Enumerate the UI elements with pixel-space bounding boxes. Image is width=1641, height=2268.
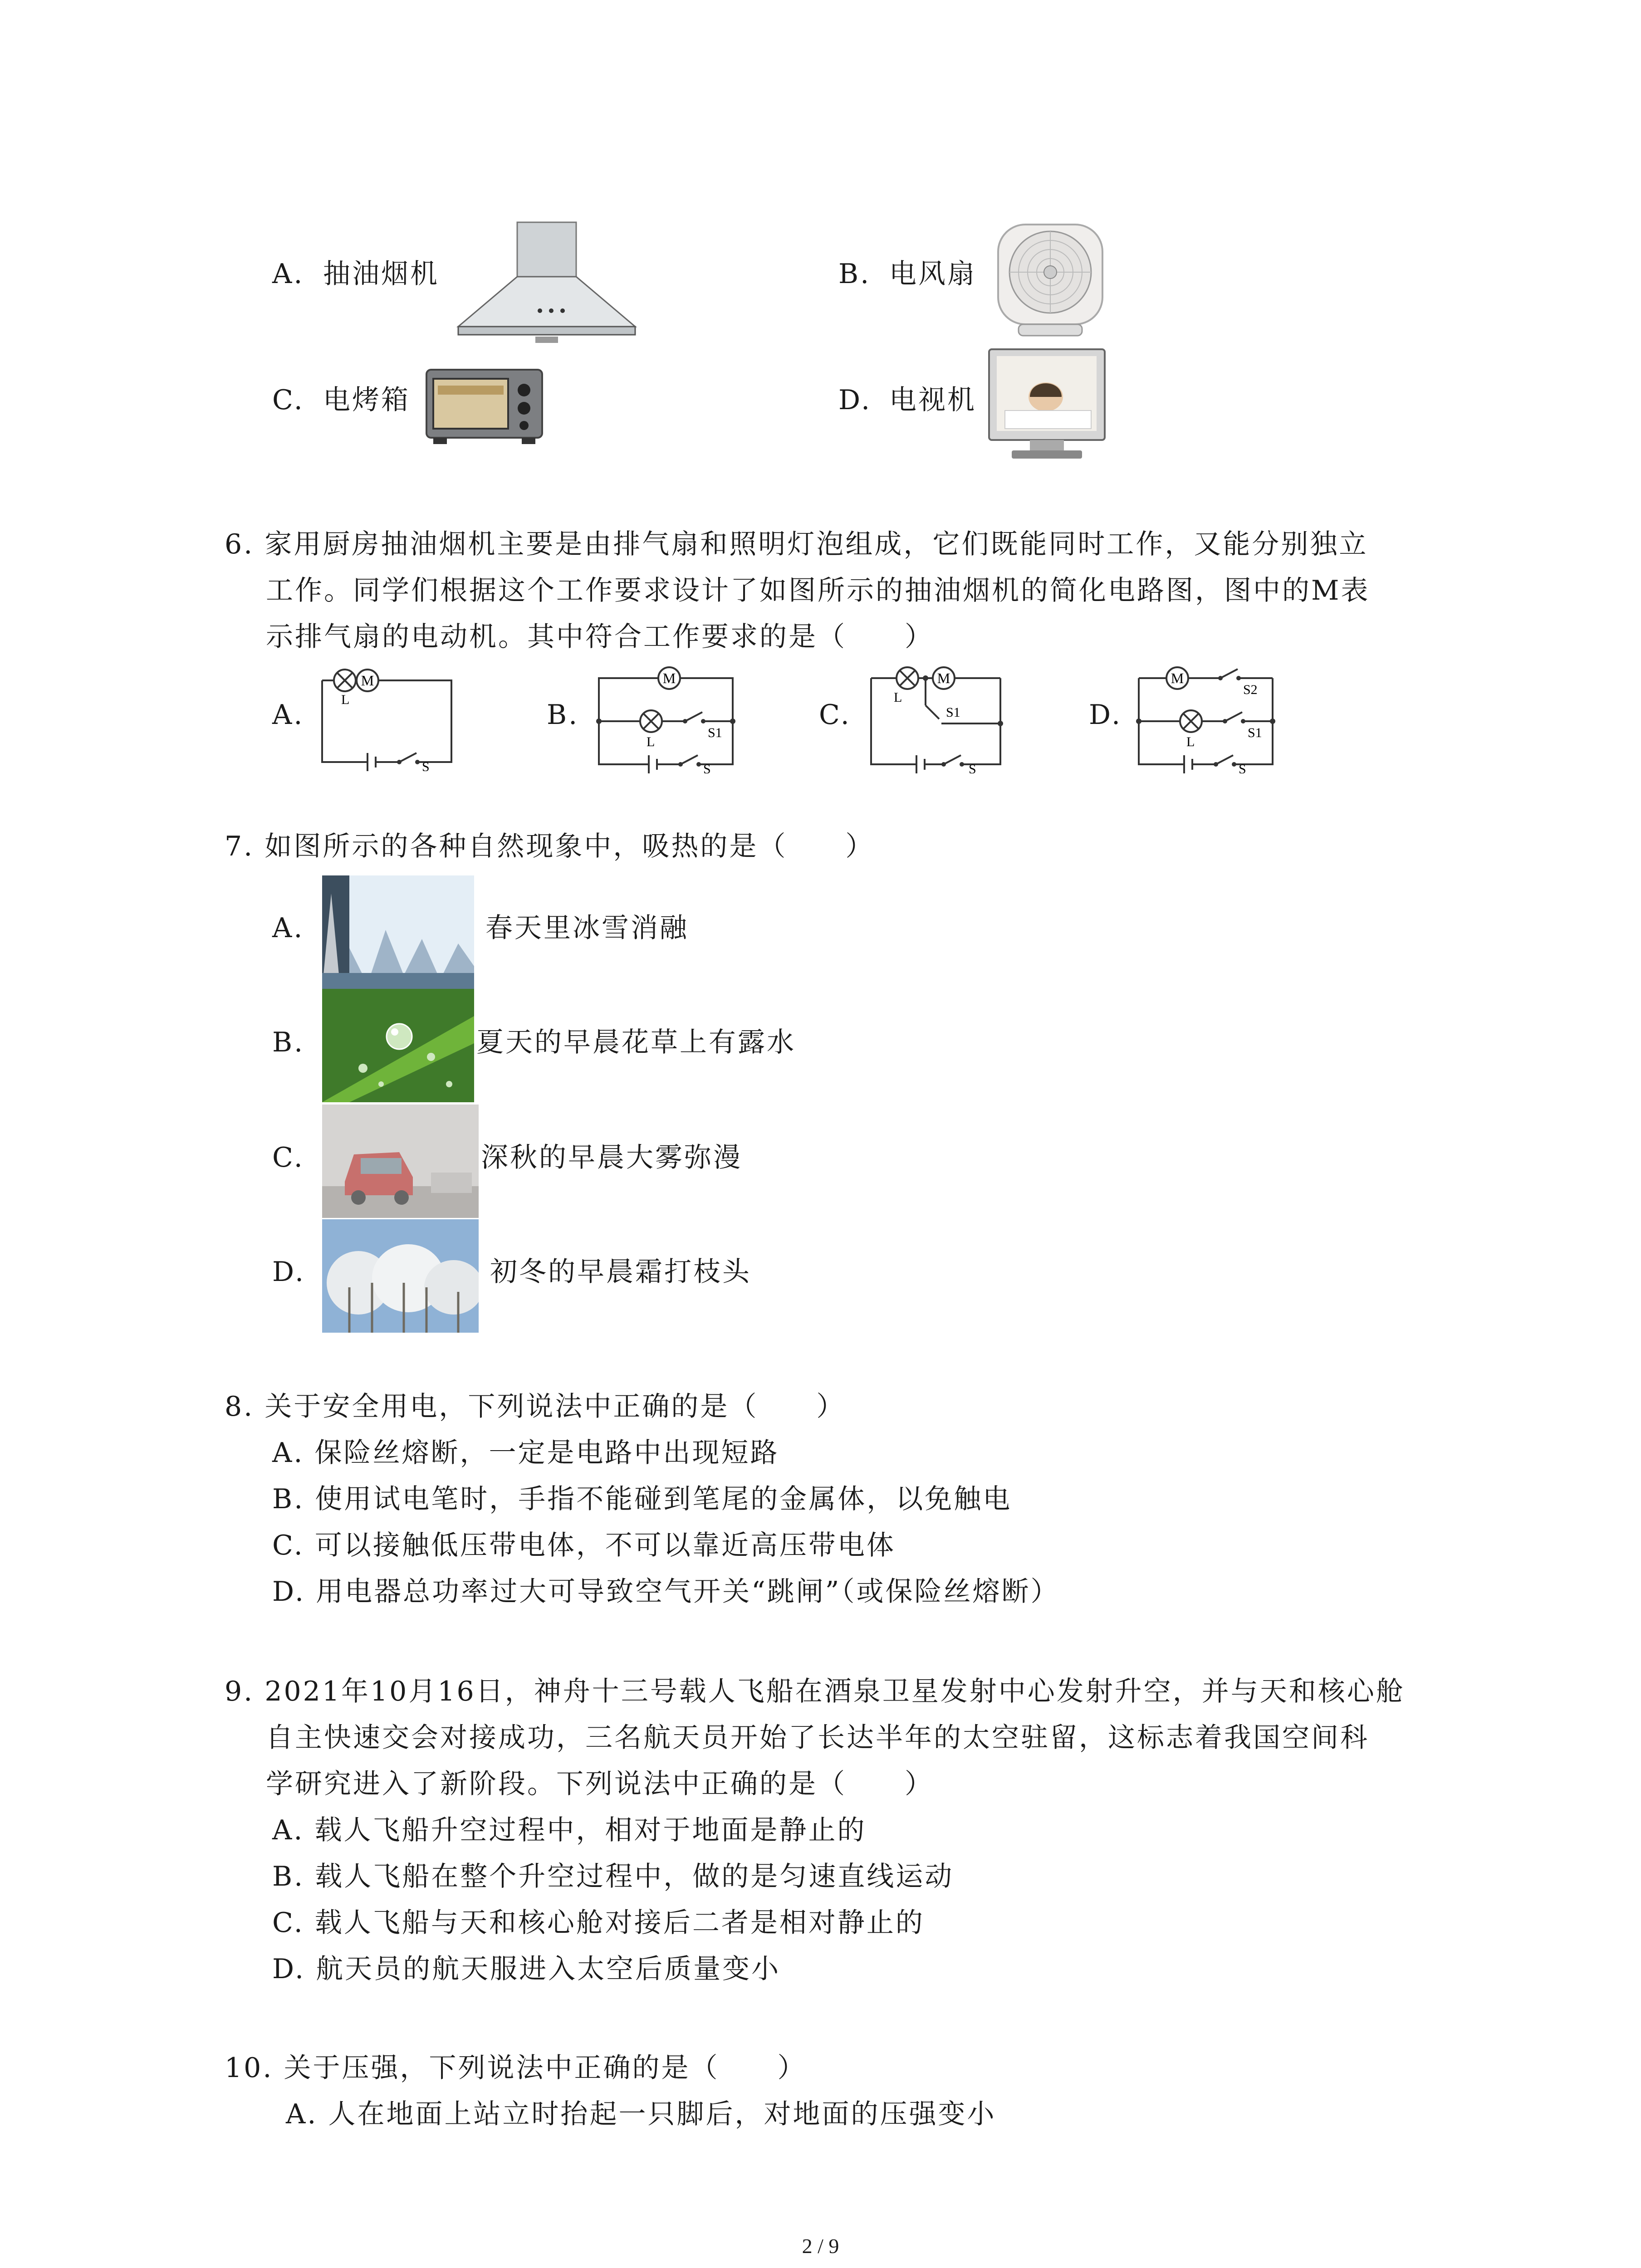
range-hood-icon: [449, 218, 644, 345]
svg-text:S: S: [969, 762, 976, 773]
dew-drop-photo: [322, 989, 474, 1102]
television-icon: [987, 347, 1107, 463]
svg-text:S1: S1: [708, 725, 722, 740]
q6-option-b-letter: B.: [547, 699, 579, 731]
q8-option-b: B. 使用试电笔时，手指不能碰到笔尾的金属体，以免触电: [272, 1483, 1012, 1515]
q9-option-a: A. 载人飞船升空过程中，相对于地面是静止的: [272, 1814, 867, 1846]
q6-stem-line1: 6. 家用厨房抽油烟机主要是由排气扇和照明灯泡组成，它们既能同时工作，又能分别独立: [225, 528, 1368, 560]
q6-circuit-d: [1134, 660, 1279, 773]
q7-option-d-letter: D.: [272, 1256, 306, 1288]
q7-option-a-text: 春天里冰雪消融: [485, 912, 689, 944]
svg-text:S1: S1: [946, 705, 960, 720]
svg-text:S2: S2: [1243, 682, 1258, 697]
svg-text:M: M: [1171, 670, 1184, 686]
q5-option-b-letter: B.: [838, 258, 871, 290]
q5-option-d-text: 电视机: [889, 384, 976, 416]
switch-label: S: [422, 759, 430, 771]
svg-text:M: M: [662, 670, 676, 686]
page-number: 2 / 9: [802, 2234, 839, 2258]
lamp-label: L: [341, 692, 350, 707]
q5-option-a-letter: A.: [272, 258, 304, 290]
svg-text:L: L: [894, 690, 902, 705]
q8-option-d: D. 用电器总功率过大可导致空气开关“跳闸”（或保险丝熔断）: [272, 1576, 1060, 1608]
q7-option-c-text: 深秋的早晨大雾弥漫: [481, 1142, 742, 1173]
q8-stem: 8. 关于安全用电，下列说法中正确的是（ ）: [225, 1391, 846, 1422]
svg-text:S: S: [703, 762, 711, 773]
q5-option-c-letter: C.: [272, 384, 304, 416]
q5-option-d-letter: D.: [838, 384, 872, 416]
q6-stem-line2: 工作。同学们根据这个工作要求设计了如图所示的抽油烟机的简化电路图，图中的M表: [266, 575, 1370, 606]
q10-option-a: A. 人在地面上站立时抬起一只脚后，对地面的压强变小: [286, 2098, 996, 2130]
q7-option-c-letter: C.: [272, 1142, 304, 1173]
q8-option-c: C. 可以接触低压带电体，不可以靠近高压带电体: [272, 1530, 896, 1561]
electric-fan-icon: [991, 218, 1109, 340]
q6-circuit-c: [867, 660, 1007, 773]
q9-option-d: D. 航天员的航天服进入太空后质量变小: [272, 1953, 781, 1985]
q5-option-a-text: 抽油烟机: [323, 258, 439, 290]
q9-stem-line1: 9. 2021年10月16日，神舟十三号载人飞船在酒泉卫星发射中心发射升空，并与天和核心舱: [225, 1676, 1405, 1707]
melting-ice-photo: [322, 875, 474, 989]
svg-text:L: L: [647, 734, 655, 749]
q7-option-a-letter: A.: [272, 912, 304, 944]
q7-option-d-text: 初冬的早晨霜打枝头: [490, 1256, 751, 1288]
motor-label: M: [361, 672, 374, 689]
q5-option-b-text: 电风扇: [889, 258, 976, 290]
q7-option-b-letter: B.: [272, 1026, 305, 1058]
q9-option-b: B. 载人飞船在整个升空过程中，做的是匀速直线运动: [272, 1861, 954, 1892]
q6-stem-line3: 示排气扇的电动机。其中符合工作要求的是（ ）: [266, 621, 934, 653]
frost-trees-photo: [322, 1219, 479, 1333]
q9-stem-line3: 学研究进入了新阶段。下列说法中正确的是（ ）: [266, 1768, 934, 1800]
q10-stem: 10. 关于压强，下列说法中正确的是（ ）: [225, 2052, 807, 2084]
toaster-oven-icon: [424, 363, 547, 447]
q7-stem: 7. 如图所示的各种自然现象中，吸热的是（ ）: [225, 831, 875, 862]
q6-circuit-a: [318, 662, 458, 771]
q5-option-c-text: 电烤箱: [323, 384, 410, 416]
svg-text:S1: S1: [1248, 725, 1262, 740]
foggy-car-photo: [322, 1105, 479, 1218]
q6-circuit-b: [594, 660, 740, 773]
q6-option-c-letter: C.: [819, 699, 851, 731]
svg-text:M: M: [937, 670, 950, 686]
q9-stem-line2: 自主快速交会对接成功，三名航天员开始了长达半年的太空驻留，这标志着我国空间科: [266, 1722, 1369, 1754]
svg-text:S: S: [1239, 762, 1246, 773]
q7-option-b-text: 夏天的早晨花草上有露水: [476, 1026, 796, 1058]
q8-option-a: A. 保险丝熔断，一定是电路中出现短路: [272, 1437, 779, 1469]
q6-option-a-letter: A.: [272, 699, 304, 731]
svg-text:L: L: [1186, 734, 1195, 749]
q9-option-c: C. 载人飞船与天和核心舱对接后二者是相对静止的: [272, 1907, 925, 1939]
q6-option-d-letter: D.: [1089, 699, 1122, 731]
